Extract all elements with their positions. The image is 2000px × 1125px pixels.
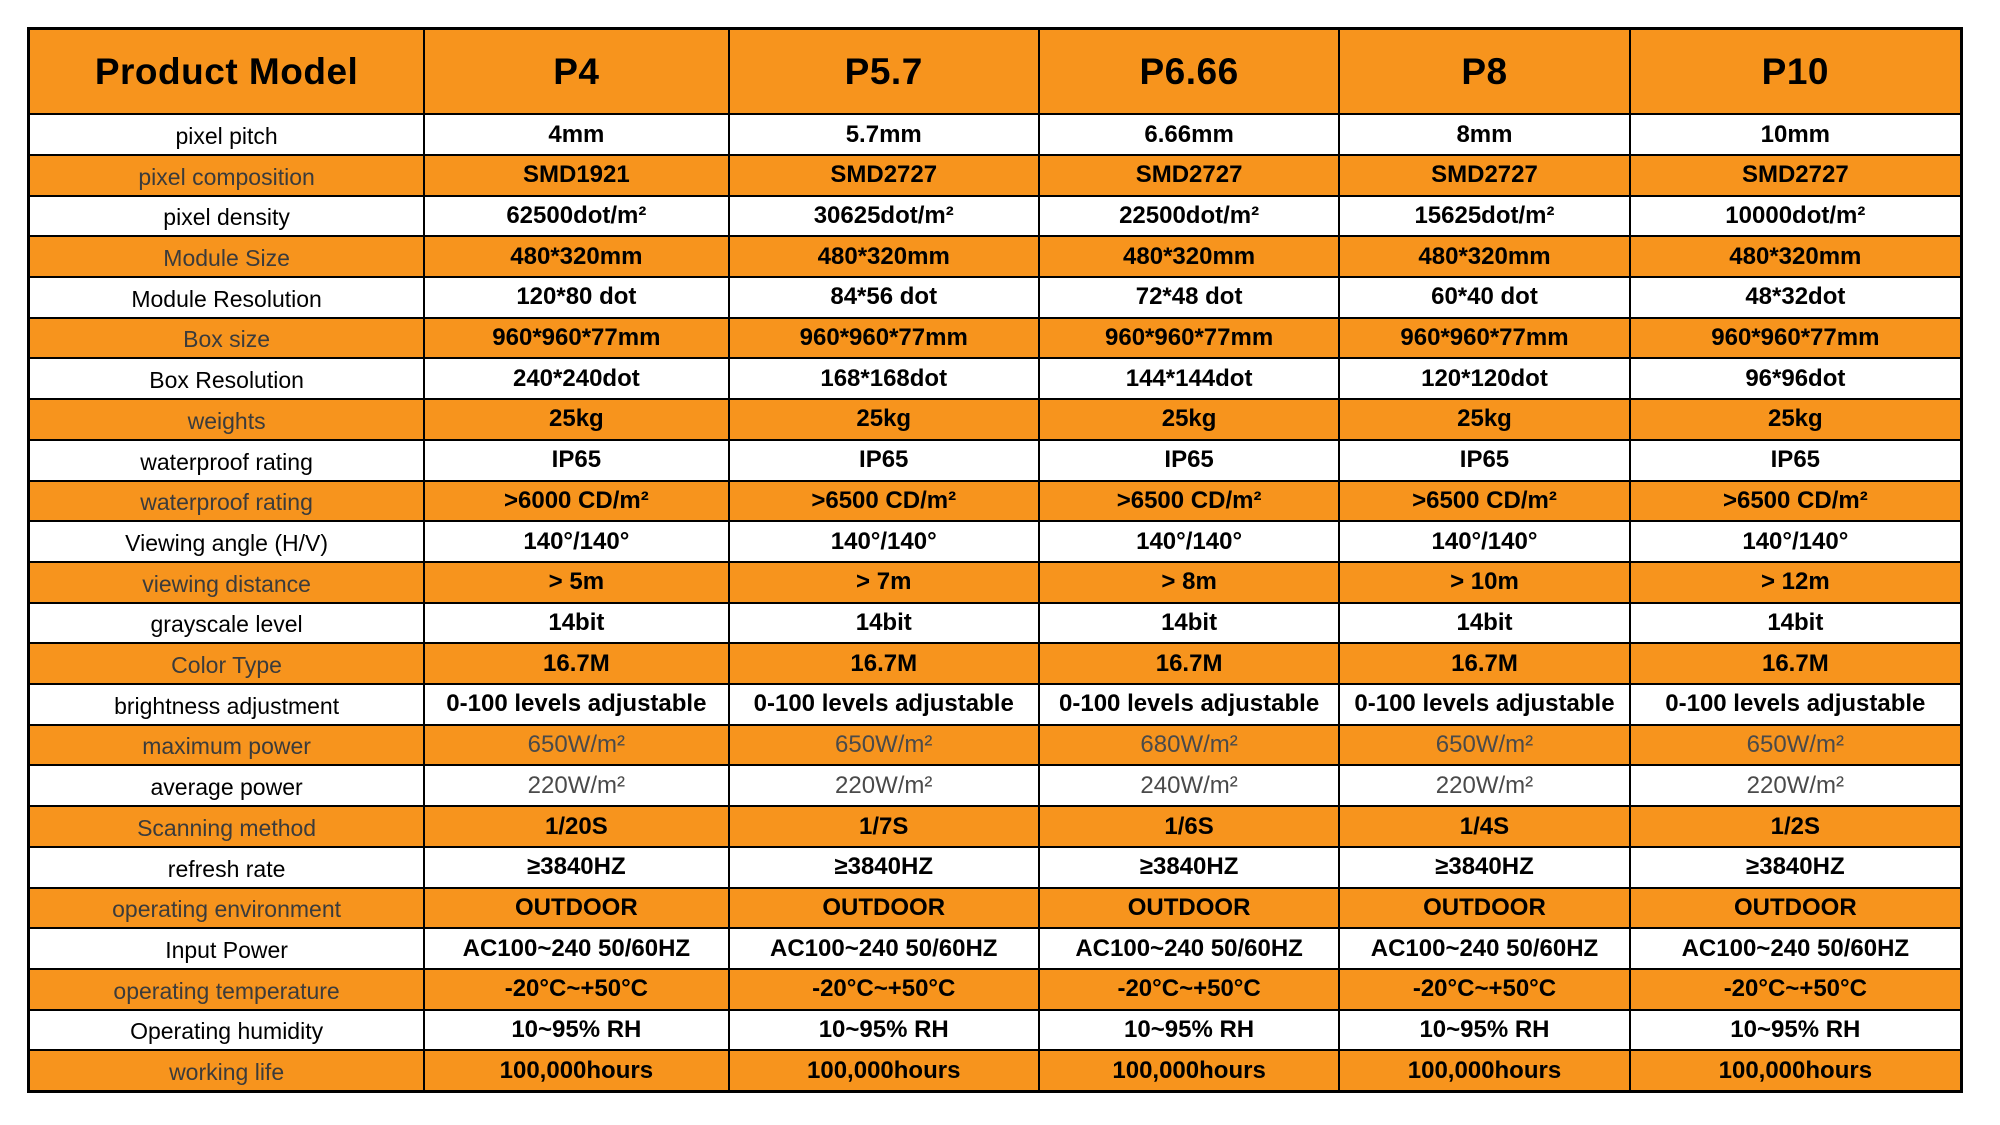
- spec-value-cell: 0-100 levels adjustable: [425, 685, 727, 724]
- row-label: maximum power: [30, 726, 423, 765]
- spec-value-cell: 140°/140°: [730, 522, 1038, 561]
- spec-value-cell: > 8m: [1040, 563, 1338, 602]
- spec-value-cell: 14bit: [1340, 604, 1628, 643]
- row-label: grayscale level: [30, 604, 423, 643]
- spec-value-cell: 480*320mm: [730, 237, 1038, 276]
- spec-value-cell: 1/20S: [425, 807, 727, 846]
- spec-value-cell: 14bit: [425, 604, 727, 643]
- spec-value-cell: 1/4S: [1340, 807, 1628, 846]
- spec-value-cell: 14bit: [1631, 604, 1960, 643]
- spec-value-cell: 1/7S: [730, 807, 1038, 846]
- spec-value-cell: 16.7M: [1040, 644, 1338, 683]
- spec-value-cell: 6.66mm: [1040, 115, 1338, 154]
- spec-value-cell: 100,000hours: [1340, 1051, 1628, 1090]
- spec-value-cell: -20°C~+50°C: [1040, 970, 1338, 1009]
- spec-value-cell: -20°C~+50°C: [1631, 970, 1960, 1009]
- table-row: [30, 848, 1960, 887]
- table-row: [30, 1011, 1960, 1050]
- row-label: refresh rate: [30, 848, 423, 887]
- table-row: [30, 278, 1960, 317]
- spec-value-cell: 10~95% RH: [1631, 1011, 1960, 1050]
- row-label: operating temperature: [30, 970, 423, 1009]
- spec-value-cell: 220W/m²: [425, 766, 727, 805]
- spec-value-cell: >6500 CD/m²: [1040, 482, 1338, 521]
- row-label: pixel density: [30, 197, 423, 236]
- spec-value-cell: 48*32dot: [1631, 278, 1960, 317]
- table-row: [30, 604, 1960, 643]
- spec-value-cell: 480*320mm: [1340, 237, 1628, 276]
- row-label: Box size: [30, 319, 423, 358]
- column-header-p5-7: P5.7: [730, 30, 1038, 113]
- spec-value-cell: 16.7M: [1340, 644, 1628, 683]
- column-header-p4: P4: [425, 30, 727, 113]
- spec-value-cell: 240W/m²: [1040, 766, 1338, 805]
- spec-value-cell: AC100~240 50/60HZ: [1040, 929, 1338, 968]
- spec-value-cell: 60*40 dot: [1340, 278, 1628, 317]
- table-row: [30, 115, 1960, 154]
- spec-value-cell: > 7m: [730, 563, 1038, 602]
- table-row: [30, 319, 1960, 358]
- spec-value-cell: IP65: [1040, 441, 1338, 480]
- spec-value-cell: 240*240dot: [425, 359, 727, 398]
- table-row: [30, 726, 1960, 765]
- spec-value-cell: AC100~240 50/60HZ: [730, 929, 1038, 968]
- spec-value-cell: 25kg: [730, 400, 1038, 439]
- spec-value-cell: 120*80 dot: [425, 278, 727, 317]
- row-label: pixel pitch: [30, 115, 423, 154]
- product-spec-table: [27, 27, 1963, 1093]
- spec-value-cell: 100,000hours: [730, 1051, 1038, 1090]
- column-header-p10: P10: [1631, 30, 1960, 113]
- spec-value-cell: IP65: [1340, 441, 1628, 480]
- spec-value-cell: OUTDOOR: [1631, 889, 1960, 928]
- row-label: Color Type: [30, 644, 423, 683]
- spec-value-cell: 14bit: [1040, 604, 1338, 643]
- row-label: waterproof rating: [30, 482, 423, 521]
- spec-value-cell: 100,000hours: [425, 1051, 727, 1090]
- row-label: weights: [30, 400, 423, 439]
- column-header-p6-66: P6.66: [1040, 30, 1338, 113]
- spec-value-cell: 140°/140°: [425, 522, 727, 561]
- spec-value-cell: 10~95% RH: [1340, 1011, 1628, 1050]
- spec-value-cell: 100,000hours: [1631, 1051, 1960, 1090]
- spec-value-cell: 960*960*77mm: [1340, 319, 1628, 358]
- spec-value-cell: 25kg: [425, 400, 727, 439]
- row-label: Box Resolution: [30, 359, 423, 398]
- spec-value-cell: AC100~240 50/60HZ: [1340, 929, 1628, 968]
- table-row: [30, 522, 1960, 561]
- column-header-p8: P8: [1340, 30, 1628, 113]
- header-row: [30, 30, 1960, 113]
- spec-value-cell: > 12m: [1631, 563, 1960, 602]
- spec-value-cell: 10mm: [1631, 115, 1960, 154]
- spec-value-cell: 144*144dot: [1040, 359, 1338, 398]
- spec-value-cell: -20°C~+50°C: [425, 970, 727, 1009]
- spec-value-cell: 650W/m²: [1340, 726, 1628, 765]
- spec-value-cell: 1/2S: [1631, 807, 1960, 846]
- spec-value-cell: 10000dot/m²: [1631, 197, 1960, 236]
- spec-value-cell: 480*320mm: [1040, 237, 1338, 276]
- row-label: Operating humidity: [30, 1011, 423, 1050]
- row-label: Viewing angle (H/V): [30, 522, 423, 561]
- spec-value-cell: >6500 CD/m²: [1340, 482, 1628, 521]
- row-label: Scanning method: [30, 807, 423, 846]
- spec-value-cell: > 10m: [1340, 563, 1628, 602]
- spec-value-cell: 0-100 levels adjustable: [1631, 685, 1960, 724]
- spec-value-cell: 960*960*77mm: [1040, 319, 1338, 358]
- spec-value-cell: 0-100 levels adjustable: [1040, 685, 1338, 724]
- spec-value-cell: 220W/m²: [730, 766, 1038, 805]
- spec-value-cell: SMD2727: [1040, 156, 1338, 195]
- spec-value-cell: 680W/m²: [1040, 726, 1338, 765]
- table-row: [30, 766, 1960, 805]
- spec-value-cell: 140°/140°: [1040, 522, 1338, 561]
- spec-value-cell: 650W/m²: [730, 726, 1038, 765]
- table-row: [30, 400, 1960, 439]
- spec-value-cell: AC100~240 50/60HZ: [425, 929, 727, 968]
- table-row: [30, 685, 1960, 724]
- spec-value-cell: 15625dot/m²: [1340, 197, 1628, 236]
- spec-value-cell: 96*96dot: [1631, 359, 1960, 398]
- spec-value-cell: >6500 CD/m²: [730, 482, 1038, 521]
- spec-value-cell: 168*168dot: [730, 359, 1038, 398]
- spec-value-cell: 5.7mm: [730, 115, 1038, 154]
- spec-value-cell: -20°C~+50°C: [1340, 970, 1628, 1009]
- spec-value-cell: 8mm: [1340, 115, 1628, 154]
- spec-value-cell: 140°/140°: [1340, 522, 1628, 561]
- row-label: pixel composition: [30, 156, 423, 195]
- spec-value-cell: 22500dot/m²: [1040, 197, 1338, 236]
- row-label: Input Power: [30, 929, 423, 968]
- spec-value-cell: IP65: [730, 441, 1038, 480]
- spec-value-cell: 72*48 dot: [1040, 278, 1338, 317]
- spec-value-cell: AC100~240 50/60HZ: [1631, 929, 1960, 968]
- spec-value-cell: 120*120dot: [1340, 359, 1628, 398]
- spec-value-cell: 62500dot/m²: [425, 197, 727, 236]
- table-row: [30, 807, 1960, 846]
- spec-value-cell: ≥3840HZ: [1631, 848, 1960, 887]
- spec-value-cell: 16.7M: [730, 644, 1038, 683]
- spec-value-cell: SMD2727: [1340, 156, 1628, 195]
- spec-value-cell: OUTDOOR: [1040, 889, 1338, 928]
- spec-value-cell: SMD1921: [425, 156, 727, 195]
- spec-value-cell: ≥3840HZ: [730, 848, 1038, 887]
- spec-value-cell: 10~95% RH: [425, 1011, 727, 1050]
- table-row: [30, 482, 1960, 521]
- spec-value-cell: OUTDOOR: [1340, 889, 1628, 928]
- spec-value-cell: 0-100 levels adjustable: [1340, 685, 1628, 724]
- spec-value-cell: 10~95% RH: [730, 1011, 1038, 1050]
- spec-value-cell: 960*960*77mm: [425, 319, 727, 358]
- spec-value-cell: 10~95% RH: [1040, 1011, 1338, 1050]
- table-row: [30, 359, 1960, 398]
- spec-value-cell: 480*320mm: [425, 237, 727, 276]
- spec-value-cell: 480*320mm: [1631, 237, 1960, 276]
- product-model-header: Product Model: [30, 30, 423, 113]
- row-label: viewing distance: [30, 563, 423, 602]
- row-label: waterproof rating: [30, 441, 423, 480]
- spec-value-cell: SMD2727: [1631, 156, 1960, 195]
- spec-value-cell: 16.7M: [1631, 644, 1960, 683]
- spec-value-cell: 650W/m²: [425, 726, 727, 765]
- spec-value-cell: 14bit: [730, 604, 1038, 643]
- table-row: [30, 237, 1960, 276]
- spec-value-cell: 25kg: [1340, 400, 1628, 439]
- spec-value-cell: ≥3840HZ: [1340, 848, 1628, 887]
- spec-value-cell: OUTDOOR: [730, 889, 1038, 928]
- spec-value-cell: ≥3840HZ: [1040, 848, 1338, 887]
- spec-value-cell: 220W/m²: [1631, 766, 1960, 805]
- row-label: working life: [30, 1051, 423, 1090]
- spec-value-cell: 16.7M: [425, 644, 727, 683]
- table-row: [30, 1051, 1960, 1090]
- spec-value-cell: > 5m: [425, 563, 727, 602]
- spec-value-cell: 1/6S: [1040, 807, 1338, 846]
- spec-value-cell: 650W/m²: [1631, 726, 1960, 765]
- spec-value-cell: 25kg: [1631, 400, 1960, 439]
- table-row: [30, 889, 1960, 928]
- spec-value-cell: 25kg: [1040, 400, 1338, 439]
- spec-value-cell: IP65: [1631, 441, 1960, 480]
- table-row: [30, 563, 1960, 602]
- spec-value-cell: ≥3840HZ: [425, 848, 727, 887]
- spec-value-cell: 100,000hours: [1040, 1051, 1338, 1090]
- spec-value-cell: IP65: [425, 441, 727, 480]
- spec-value-cell: SMD2727: [730, 156, 1038, 195]
- spec-value-cell: 140°/140°: [1631, 522, 1960, 561]
- table-row: [30, 970, 1960, 1009]
- spec-value-cell: >6000 CD/m²: [425, 482, 727, 521]
- spec-value-cell: 0-100 levels adjustable: [730, 685, 1038, 724]
- row-label: operating environment: [30, 889, 423, 928]
- table-row: [30, 197, 1960, 236]
- spec-value-cell: 220W/m²: [1340, 766, 1628, 805]
- row-label: brightness adjustment: [30, 685, 423, 724]
- spec-value-cell: >6500 CD/m²: [1631, 482, 1960, 521]
- spec-value-cell: 84*56 dot: [730, 278, 1038, 317]
- table-row: [30, 441, 1960, 480]
- spec-value-cell: 960*960*77mm: [730, 319, 1038, 358]
- table-row: [30, 929, 1960, 968]
- spec-value-cell: 30625dot/m²: [730, 197, 1038, 236]
- row-label: Module Resolution: [30, 278, 423, 317]
- table-row: [30, 156, 1960, 195]
- spec-value-cell: 960*960*77mm: [1631, 319, 1960, 358]
- spec-value-cell: 4mm: [425, 115, 727, 154]
- table-row: [30, 644, 1960, 683]
- row-label: average power: [30, 766, 423, 805]
- row-label: Module Size: [30, 237, 423, 276]
- spec-value-cell: -20°C~+50°C: [730, 970, 1038, 1009]
- spec-value-cell: OUTDOOR: [425, 889, 727, 928]
